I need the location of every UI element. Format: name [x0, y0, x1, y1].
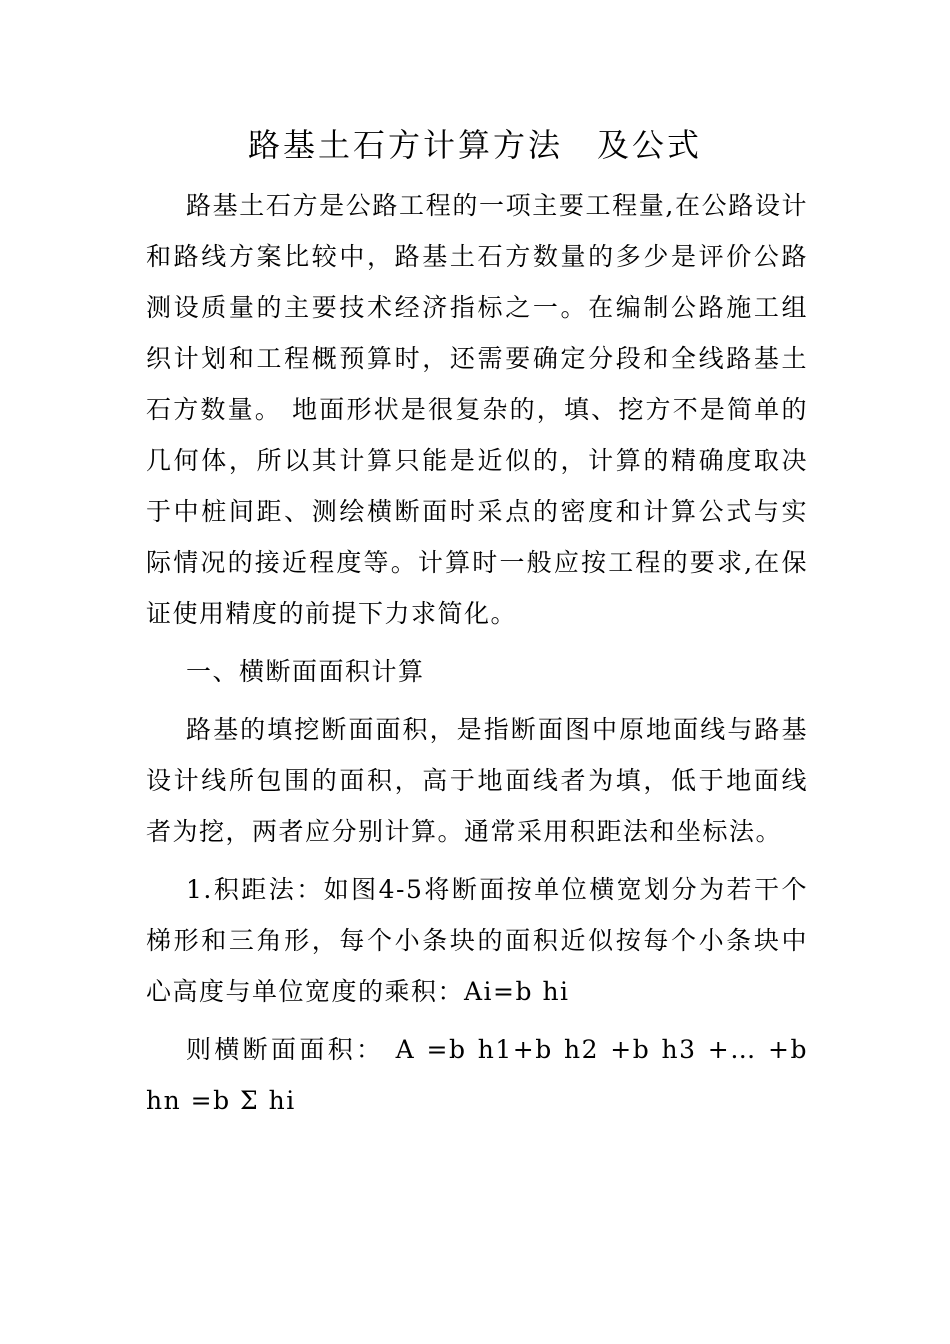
- integral-distance-method-paragraph: 1.积距法：如图4-5将断面按单位横宽划分为若干个梯形和三角形，每个小条块的面积近似按每个小条块中心高度与单位宽度的乘积：Ai=b hi: [146, 875, 808, 1006]
- title-main: 路基土石方计算方法: [247, 126, 563, 165]
- title-suffix: 及公式: [597, 126, 703, 165]
- intro-paragraph: 路基土石方是公路工程的一项主要工程量,在公路设计和路线方案比较中，路基土石方数量的多少是评价公路测设质量的主要技术经济指标之一。在编制公路施工组织计划和工程概预算时，还需要确定分段和全线路基土石方数量。 地面形状是很复杂的，填、挖方不是简单的几何体，所以其计算只能是近似的，计算的精确度取决于中桩间距、测绘横断面时采点的密度和计算公式与实际情况的接近程度等。计算时一般应按工程的要求,在保证使用精度的前提下力求简化。: [146, 191, 808, 628]
- formula-paragraph: 则横断面面积： A =b h1+b h2 +b h3 +… +b hn =b Σ hi: [146, 1035, 808, 1115]
- area-definition-paragraph: 路基的填挖断面面积，是指断面图中原地面线与路基设计线所包围的面积，高于地面线者为填，低于地面线者为挖，两者应分别计算。通常采用积距法和坐标法。: [146, 715, 808, 846]
- document-title: [0, 117, 950, 173]
- section-heading: 一、横断面面积计算: [186, 657, 425, 686]
- document-body: [146, 180, 808, 1126]
